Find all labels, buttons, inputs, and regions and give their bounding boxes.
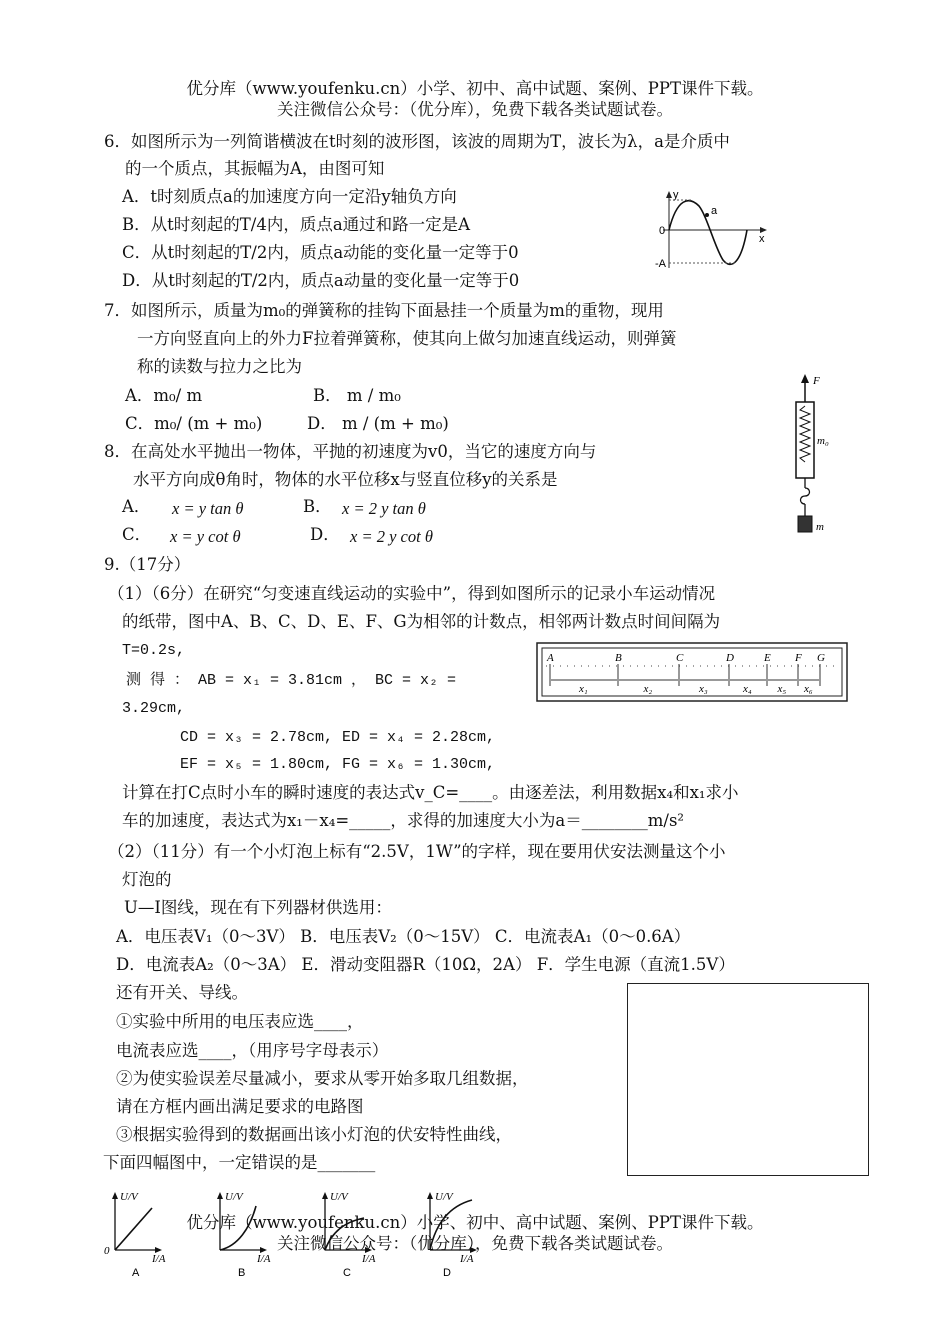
tape-segment-label-2: x₂ — [643, 683, 653, 695]
wave-label-x: x — [759, 233, 765, 245]
spring-scale-figure — [785, 372, 845, 540]
q7-stem-line-3: 称的读数与拉力之比为 — [137, 357, 302, 376]
q8-option-a: x = y tan θ — [172, 499, 244, 518]
q8-stem-line-1: 8．在高处水平抛出一物体，平抛的初速度为v0，当它的速度方向与 — [104, 442, 597, 461]
q6-option-b: B．从t时刻起的T/4内，质点a通过和路一定是A — [122, 215, 471, 234]
graph-b-ylabel: U/V — [225, 1191, 243, 1203]
graph-c-ylabel: U/V — [330, 1191, 348, 1203]
q7-option-c: C．m₀/ (m + m₀) — [125, 414, 263, 433]
q6-stem-line-1: 6．如图所示为一列简谐横波在t时刻的波形图，该波的周期为T，波长为λ，a是介质中 — [104, 132, 730, 151]
hook — [801, 488, 810, 504]
q9-p2-line-1: （2）（11分）有一个小灯泡上标有“2.5V，1W”的字样，现在要用伏安法测量这个小 — [108, 842, 726, 861]
wave-point-a — [705, 213, 709, 217]
q9-p1-line-8: 计算在打C点时小车的瞬时速度的表达式v_C=____。由逐差法，利用数据x₄和x₁求小 — [122, 783, 739, 802]
q8-option-b-label: B． — [303, 497, 332, 516]
footer-line-1: 优分库（www.youfenku.cn）小学、初中、高中试题、案例、PPT课件下载。 — [186, 1213, 764, 1232]
q9-p1-line-6: CD = x₃ = 2.78cm, ED = x₄ = 2.28cm, — [180, 729, 496, 746]
q7-option-d: D． m / (m + m₀) — [307, 414, 449, 433]
tape-point-C: C — [676, 652, 684, 664]
q9-p2-line-10: 请在方框内画出满足要求的电路图 — [116, 1097, 364, 1116]
tape-segment-label-5: x₅ — [777, 683, 787, 695]
wave-label-neg-a: -A — [655, 258, 666, 270]
weight-label: m — [816, 521, 824, 533]
graph-b-xlabel: I/A — [257, 1253, 271, 1265]
q9-p2-line-12: 下面四幅图中，一定错误的是_______ — [103, 1153, 376, 1172]
q8-option-c: x = y cot θ — [170, 527, 241, 546]
graph-c-label: C — [343, 1267, 351, 1279]
q9-title: 9.（17分） — [104, 555, 191, 574]
graph-a-label: A — [132, 1267, 140, 1279]
q9-p2-line-2: 灯泡的 — [122, 870, 172, 889]
wave-label-y: y — [673, 189, 679, 201]
q9-p2-line-3: U—I图线，现在有下列器材供选用： — [124, 898, 392, 917]
q9-p1-line-7: EF = x₅ = 1.80cm, FG = x₆ = 1.30cm, — [180, 756, 496, 773]
q9-p2-line-4: A．电压表V₁（0～3V） B．电压表V₂（0～15V） C．电流表A₁（0～0.6A） — [116, 927, 691, 946]
q9-p2-line-5: D．电流表A₂（0～3A） E．滑动变阻器R（10Ω，2A） F．学生电源（直流1.5V） — [116, 955, 735, 974]
weight — [798, 516, 812, 532]
paper-tape-figure — [536, 642, 848, 704]
tape-point-A: A — [547, 652, 554, 664]
wave-label-origin: 0 — [659, 225, 666, 237]
q6-stem-line-2: 的一个质点，其振幅为A，由图可知 — [125, 159, 385, 178]
graph-a-origin: 0 — [104, 1245, 110, 1257]
q9-p1-line-1: （1）（6分）在研究“匀变速直线运动的实验中”，得到如图所示的记录小车运动情况 — [108, 584, 716, 603]
force-label: F — [813, 375, 820, 387]
q8-option-c-label: C． — [122, 525, 152, 544]
graph-d-xlabel: I/A — [460, 1253, 474, 1265]
circuit-drawing-box[interactable] — [627, 983, 869, 1176]
header-line-1: 优分库（www.youfenku.cn）小学、初中、高中试题、案例、PPT课件下载。 — [186, 79, 764, 98]
tape-segment-label-4: x₄ — [743, 683, 752, 695]
q6-option-d: D．从t时刻起的T/2内，质点a动量的变化量一定等于0 — [122, 271, 520, 290]
q9-p2-line-11: ③根据实验得到的数据画出该小灯泡的伏安特性曲线， — [116, 1125, 512, 1144]
q7-stem-line-2: 一方向竖直向上的外力F拉着弹簧称，使其向上做匀加速直线运动，则弹簧 — [137, 329, 677, 348]
q9-p2-line-6: 还有开关、导线。 — [116, 983, 248, 1002]
graph-d-ylabel: U/V — [435, 1191, 453, 1203]
q9-p1-line-3: T=0.2s, — [122, 642, 186, 659]
header-line-2: 关注微信公众号：（优分库），免费下载各类试题试卷。 — [277, 100, 673, 119]
graph-a-xlabel: I/A — [152, 1253, 166, 1265]
q9-p1-line-9: 车的加速度，表达式为x₁－x₄=_____，求得的加速度大小为a＝________m/s² — [122, 811, 685, 830]
scale-mass-label: m₀ — [817, 435, 829, 447]
tape-segment-label-6: x₆ — [804, 683, 813, 695]
q8-option-b: x = 2 y tan θ — [342, 499, 426, 518]
tape-segment-label-3: x₃ — [699, 683, 708, 695]
q9-p2-line-9: ②为使实验误差尽量减小，要求从零开始多取几组数据， — [116, 1069, 529, 1088]
tape-point-B: B — [615, 652, 622, 664]
q6-option-c: C．从t时刻起的T/2内，质点a动能的变化量一定等于0 — [122, 243, 519, 262]
tape-point-F: F — [795, 652, 802, 664]
q8-stem-line-2: 水平方向成θ角时，物体的水平位移x与竖直位移y的关系是 — [133, 470, 558, 489]
tape-point-G: G — [817, 652, 825, 664]
tape-point-D: D — [726, 652, 734, 664]
q9-p1-line-5: 3.29cm, — [122, 700, 186, 717]
q8-option-d: x = 2 y cot θ — [350, 527, 433, 546]
wave-figure — [655, 188, 770, 273]
tape-segment-label-1: x₁ — [579, 683, 588, 695]
wave-label-a: a — [711, 205, 718, 217]
q9-p2-line-7: ①实验中所用的电压表应选____， — [116, 1012, 364, 1031]
q7-option-a: A．m₀/ m — [125, 386, 203, 405]
wave-curve — [669, 201, 747, 265]
q9-p1-line-4: 测 得 ： AB = x₁ = 3.81cm ， BC = x₂ = — [126, 672, 457, 689]
q7-option-b: B． m / m₀ — [313, 386, 401, 405]
q8-option-d-label: D． — [310, 525, 340, 544]
footer-line-2: 关注微信公众号：（优分库），免费下载各类试题试卷。 — [277, 1234, 673, 1253]
q6-option-a: A．t时刻质点a的加速度方向一定沿y轴负方向 — [122, 187, 457, 206]
tape-point-E: E — [764, 652, 771, 664]
q8-option-a-label: A． — [122, 497, 151, 516]
q9-p1-line-2: 的纸带，图中A、B、C、D、E、F、G为相邻的计数点，相邻两计数点时间间隔为 — [122, 612, 721, 631]
graph-c-xlabel: I/A — [362, 1253, 376, 1265]
graph-d-label: D — [443, 1267, 451, 1279]
q7-stem-line-1: 7．如图所示，质量为m₀的弹簧称的挂钩下面悬挂一个质量为m的重物，现用 — [104, 301, 664, 320]
q9-p2-line-8: 电流表应选____，（用序号字母表示） — [116, 1041, 389, 1060]
graph-b-label: B — [238, 1267, 246, 1279]
graph-a-ylabel: U/V — [120, 1191, 138, 1203]
